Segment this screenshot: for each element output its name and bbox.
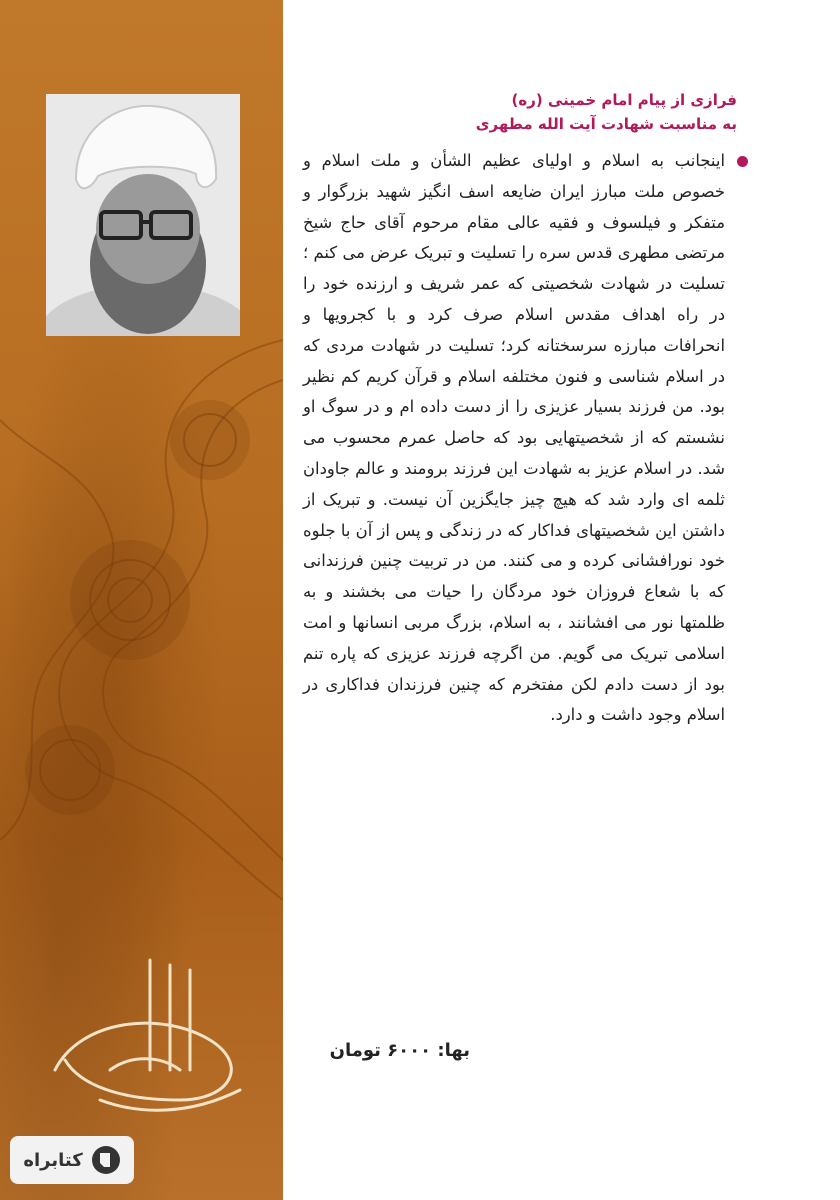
arabesque-ornament — [0, 300, 283, 950]
watermark-label: کتابراه — [23, 1149, 83, 1171]
bullet-dot — [737, 156, 748, 167]
quote-title-line-2: به مناسبت شهادت آیت الله مطهری — [475, 115, 737, 133]
left-ornamental-panel — [0, 0, 283, 1200]
quote-title-line-1: فرازی از پیام امام خمینی (ره) — [511, 91, 737, 109]
price-label: بها: ۶۰۰۰ تومان — [329, 1040, 470, 1061]
watermark-badge — [10, 1136, 134, 1184]
quote-body: اینجانب به اسلام و اولیای عظیم الشأن و ملت اسلام و خصوص ملت مبارز ایران ضایعه اسف انگیز شهید بزرگوار و متفکر و فیلسوف و فقیه عالی مقام مرحوم آقای حاج شیخ مرتضی مطهری قدس سره را تسلیت و تبریک عرض می کنم ؛ تسلیت در شهادت شخصیتی که عمر شریف و ارزنده خود را در راه اهداف مقدس اسلام صرف کرد و با کجرویها و انحرافات مبارزه سرسختانه کرد؛ تسلیت در شهادت مردی که در اسلام شناسی و فنون مختلفه اسلام و قرآن کریم کم نظیر بود. من فرزند بسیار عزیزی را از دست داده ام و در سوگ او نشستم که از شخصیتهایی بود که حاصل عمرم محسوب می شد. در اسلام عزیز به شهادت این فرزند برومند و عالم جاودان ثلمه ای وارد شد که هیچ چیز جایگزین آن نیست. و تبریک از داشتن این شخصیتهای فداکار که در زندگی و پس از آن با جلوه خود نورافشانی کرده و می کنند. من در تربیت چنین فرزندانی که با شعاع فروزان خود مردگان را حیات می بخشند و به ظلمتها نور می افشانند ، به اسلام، بزرگ مربی انسانها و امت اسلامی تبریک می گویم. من اگرچه فرزند عزیزی که پاره تنم بود از دست دادم لکن مفتخرم که چنین فرزندان فداکاری در اسلام وجود داشت و دارد. — [302, 151, 725, 725]
portrait-photo — [46, 94, 240, 336]
quote-column — [300, 0, 800, 1200]
ketabrah-logo-icon — [91, 1145, 121, 1175]
quote-title — [297, 88, 737, 136]
